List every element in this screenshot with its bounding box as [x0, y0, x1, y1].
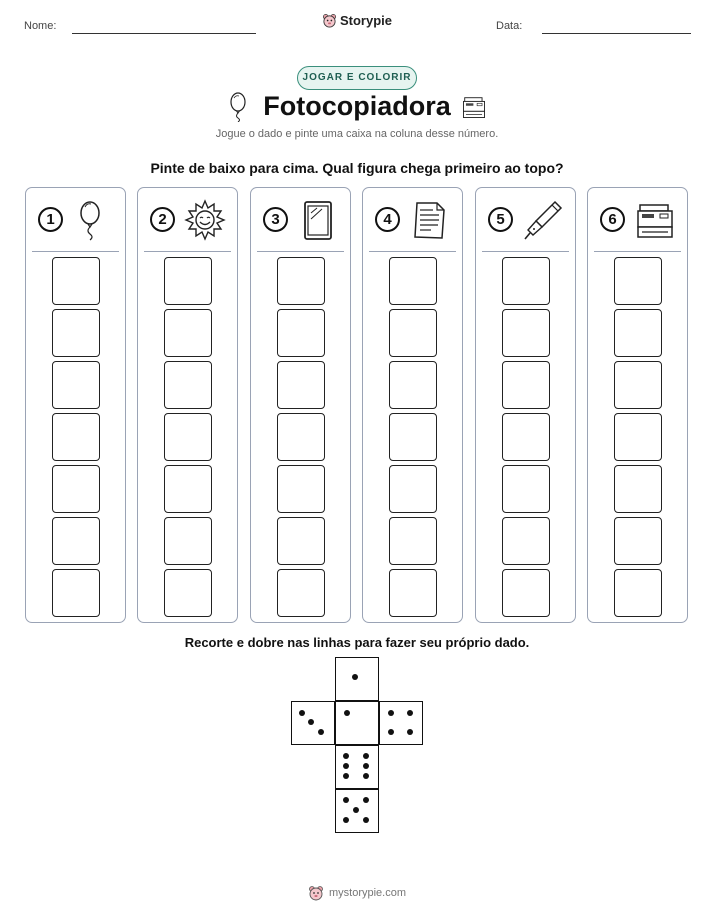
column-1 [25, 187, 126, 623]
die-pip [299, 710, 305, 716]
color-box[interactable] [164, 569, 212, 617]
color-box[interactable] [277, 257, 325, 305]
color-box[interactable] [52, 257, 100, 305]
die-pip [343, 773, 349, 779]
column-2 [137, 187, 238, 623]
color-box[interactable] [389, 465, 437, 513]
color-box[interactable] [52, 465, 100, 513]
color-box[interactable] [614, 361, 662, 409]
die-face-1-center [335, 701, 379, 745]
color-box[interactable] [614, 569, 662, 617]
color-box[interactable] [52, 309, 100, 357]
photocopier-icon [459, 94, 489, 120]
color-box[interactable] [502, 465, 550, 513]
die-pip [363, 797, 369, 803]
die-face-3 [291, 701, 335, 745]
die-pip [353, 807, 359, 813]
color-box[interactable] [614, 309, 662, 357]
column-6 [587, 187, 688, 623]
die-pip [352, 674, 358, 680]
color-box[interactable] [389, 257, 437, 305]
column-divider [369, 251, 456, 252]
color-box[interactable] [164, 517, 212, 565]
subtitle: Jogue o dado e pinte uma caixa na coluna desse número. [215, 128, 499, 140]
name-line [72, 33, 256, 34]
die-face-6 [335, 745, 379, 789]
column-4 [362, 187, 463, 623]
die-face-5 [335, 789, 379, 833]
column-number: 4 [375, 207, 400, 232]
color-box[interactable] [614, 257, 662, 305]
color-box[interactable] [164, 361, 212, 409]
brand-logo [0, 13, 714, 33]
color-box[interactable] [164, 309, 212, 357]
color-box[interactable] [389, 361, 437, 409]
footer-url[interactable]: mystorypie.com [328, 887, 407, 899]
color-box[interactable] [277, 517, 325, 565]
color-box[interactable] [164, 465, 212, 513]
photocopier-icon [634, 199, 676, 241]
column-3 [250, 187, 351, 623]
storypie-mascot-icon [308, 885, 324, 901]
color-box[interactable] [277, 465, 325, 513]
die-pip [363, 773, 369, 779]
die-pip [388, 710, 394, 716]
color-box[interactable] [164, 257, 212, 305]
tablet-icon [297, 199, 339, 241]
die-pip [344, 710, 350, 716]
die-pip [363, 817, 369, 823]
column-number: 1 [38, 207, 63, 232]
die-pip [343, 817, 349, 823]
die-pip [407, 729, 413, 735]
color-box[interactable] [277, 569, 325, 617]
column-divider [32, 251, 119, 252]
date-label: Data: [496, 20, 523, 32]
die-pip [308, 719, 314, 725]
color-box[interactable] [389, 309, 437, 357]
color-box[interactable] [277, 413, 325, 461]
column-divider [594, 251, 681, 252]
die-pip [343, 763, 349, 769]
date-line [542, 33, 691, 34]
sun-icon [184, 199, 226, 241]
die-pip [363, 753, 369, 759]
column-5 [475, 187, 576, 623]
storypie-mascot-icon [322, 13, 337, 28]
column-number: 3 [263, 207, 288, 232]
color-box[interactable] [614, 517, 662, 565]
die-pip [407, 710, 413, 716]
die-pip [343, 797, 349, 803]
die-face-1 [335, 657, 379, 701]
column-divider [482, 251, 569, 252]
cut-instruction: Recorte e dobre nas linhas para fazer seu próprio dado. [184, 635, 530, 650]
die-pip [318, 729, 324, 735]
activity-badge: JOGAR E COLORIR [297, 66, 417, 90]
die-pip [343, 753, 349, 759]
color-box[interactable] [389, 569, 437, 617]
color-box[interactable] [164, 413, 212, 461]
footer [0, 885, 714, 906]
color-box[interactable] [52, 517, 100, 565]
instruction: Pinte de baixo para cima. Qual figura chega primeiro ao topo? [150, 160, 564, 176]
color-box[interactable] [277, 309, 325, 357]
color-box[interactable] [502, 309, 550, 357]
die-face-4 [379, 701, 423, 745]
color-box[interactable] [502, 361, 550, 409]
color-box[interactable] [52, 361, 100, 409]
column-divider [257, 251, 344, 252]
brand-name: Storypie [339, 13, 392, 28]
color-box[interactable] [389, 517, 437, 565]
color-box[interactable] [614, 413, 662, 461]
document-icon [409, 199, 451, 241]
column-number: 6 [600, 207, 625, 232]
fountain-pen-icon [522, 199, 564, 241]
color-box[interactable] [502, 517, 550, 565]
column-number: 5 [488, 207, 513, 232]
die-pip [363, 763, 369, 769]
color-box[interactable] [502, 569, 550, 617]
column-divider [144, 251, 231, 252]
color-box[interactable] [502, 257, 550, 305]
color-box[interactable] [52, 569, 100, 617]
color-box[interactable] [389, 413, 437, 461]
balloon-icon [72, 199, 114, 241]
page-title: Fotocopiadora [263, 91, 451, 121]
name-label: Nome: [24, 20, 57, 32]
color-box[interactable] [502, 413, 550, 461]
die-pip [388, 729, 394, 735]
color-box[interactable] [277, 361, 325, 409]
column-number: 2 [150, 207, 175, 232]
color-box[interactable] [52, 413, 100, 461]
color-box[interactable] [614, 465, 662, 513]
